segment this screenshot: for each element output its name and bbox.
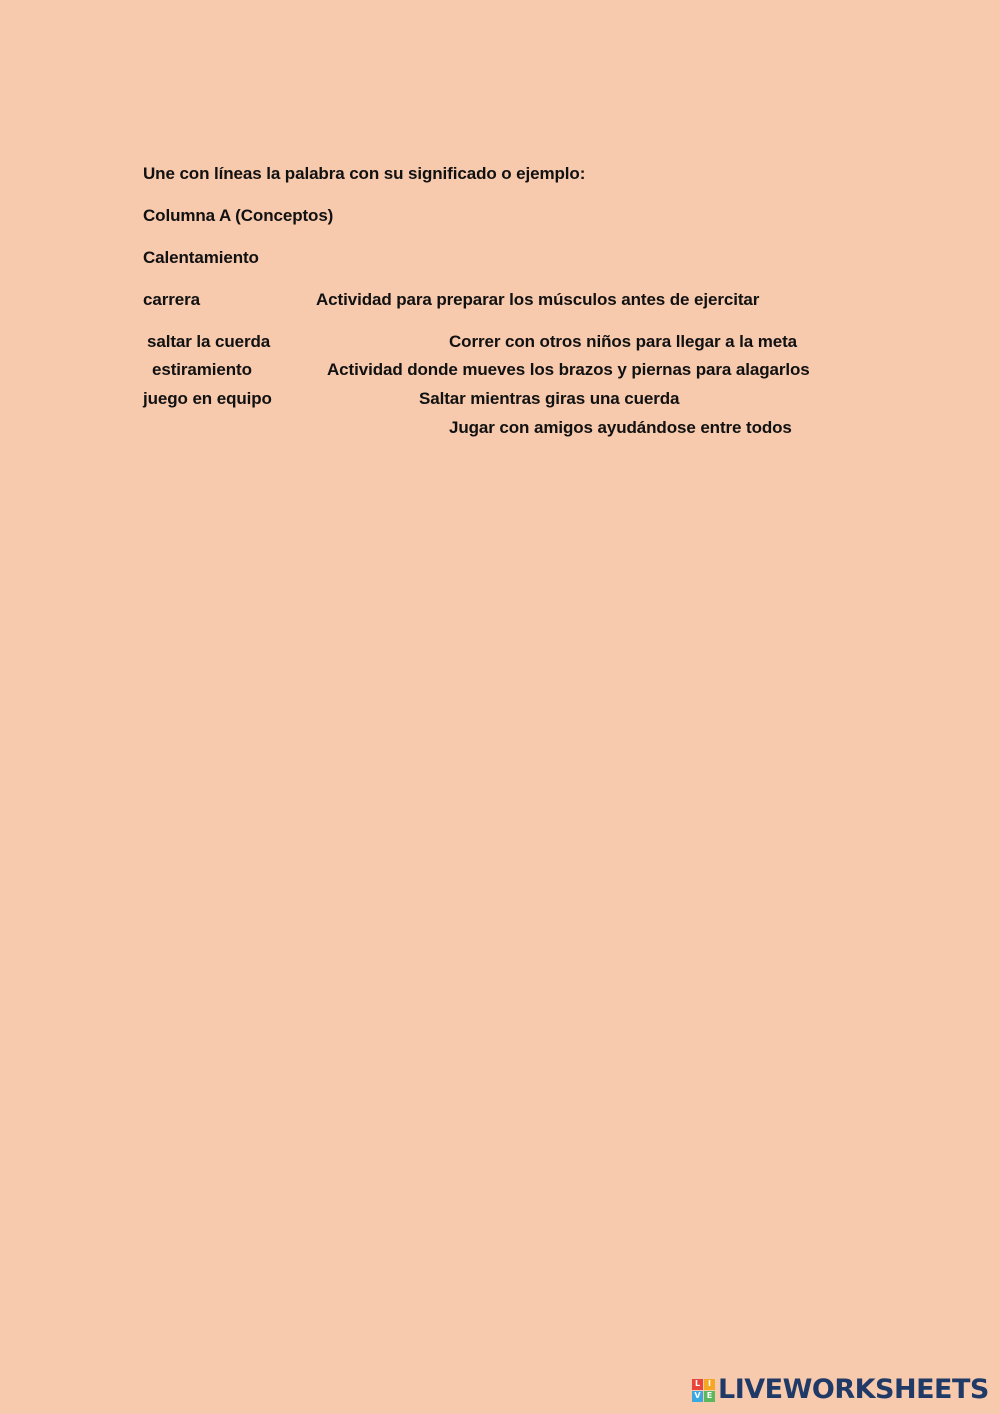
liveworksheets-logo [692, 1374, 989, 1406]
logo-icon [692, 1379, 715, 1402]
logo-letter-e: E [704, 1391, 715, 1402]
logo-letter-v: V [692, 1391, 703, 1402]
definition-item[interactable]: Actividad donde mueves los brazos y piernas para alagarlos [327, 360, 810, 379]
concept-item[interactable]: carrera [143, 290, 200, 309]
definition-item[interactable]: Actividad para preparar los músculos antes de ejercitar [316, 290, 760, 309]
concept-item[interactable]: Calentamiento [143, 248, 259, 267]
logo-letter-i: I [704, 1379, 715, 1390]
instruction-text: Une con líneas la palabra con su significado o ejemplo: [143, 164, 586, 183]
column-a-title: Columna A (Conceptos) [143, 206, 334, 225]
definition-item[interactable]: Correr con otros niños para llegar a la meta [449, 332, 797, 351]
logo-letter-l: L [692, 1379, 703, 1390]
definition-item[interactable]: Jugar con amigos ayudándose entre todos [449, 418, 792, 437]
concept-item[interactable]: estiramiento [152, 360, 252, 379]
concept-item[interactable]: juego en equipo [143, 389, 272, 408]
logo-text: LIVEWORKSHEETS [718, 1374, 989, 1405]
concept-item[interactable]: saltar la cuerda [147, 332, 271, 351]
definition-item[interactable]: Saltar mientras giras una cuerda [419, 389, 680, 408]
